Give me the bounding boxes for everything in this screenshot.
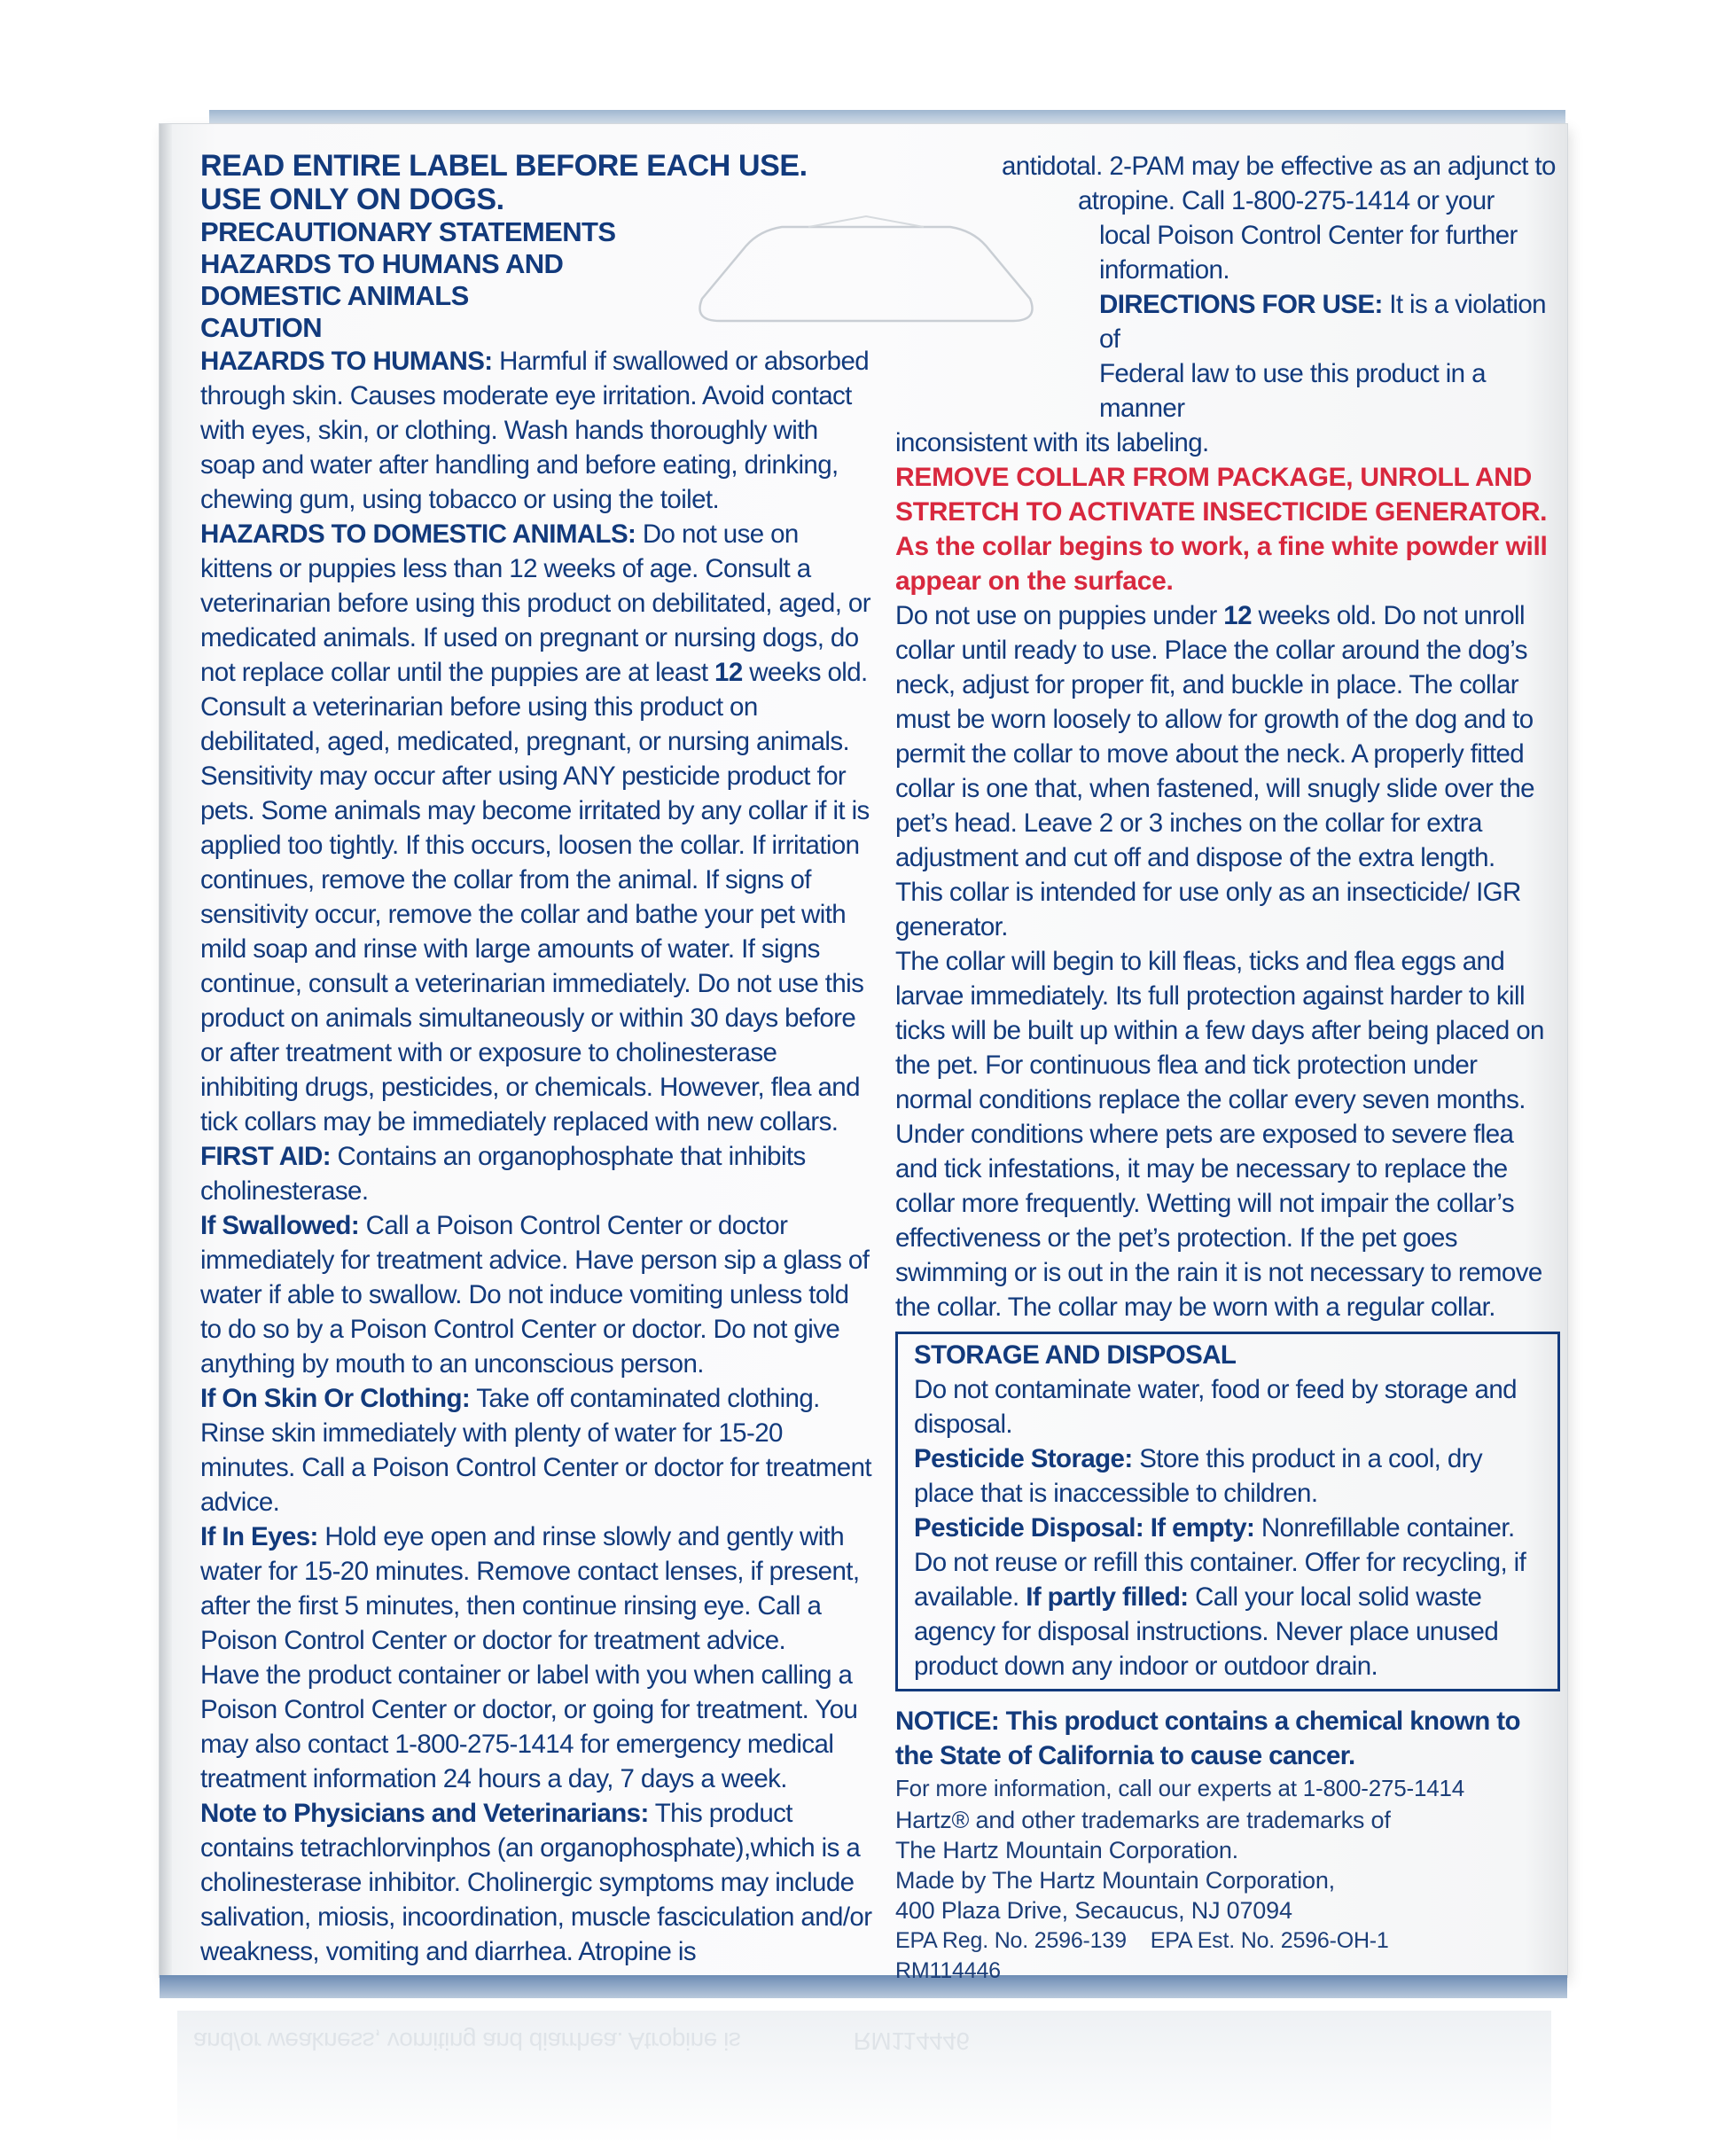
directions-text-1: It is a violation of — [1099, 290, 1546, 354]
box-left-edge — [160, 124, 172, 1977]
use-text-2: weeks old. Do not unroll collar until ready to use. Place the collar around the dog’s neck, adjust for proper fit, and buckle in place. The collar must be worn loosely to allow for growth of the dog and to permit the collar to move about the neck. A properly fitted collar is one that, when fastened, will snugly slide over the pet’s head. Leave 2 or 3 inches on the collar for extra adjustment and cut off and dispose of the extra length. — [895, 601, 1534, 872]
use-text-1: Do not use on puppies under — [895, 601, 1224, 630]
manufacturer-line-2: 400 Plaza Drive, Secaucus, NJ 07094 — [895, 1897, 1292, 1924]
swallowed-label: If Swallowed: — [200, 1211, 360, 1240]
label-heading-read: READ ENTIRE LABEL BEFORE EACH USE. — [200, 149, 808, 183]
contact-paragraph: Have the product container or label with you when calling a Poison Control Center or doctor, or going for treatment. You may also contact 1-800-275-1414 for emergency medical treatment information 24 hours a day, 7 days a week. — [200, 1660, 858, 1793]
hazards-animals-label: HAZARDS TO DOMESTIC ANIMALS: — [200, 519, 636, 549]
reflection-right-text: RM114446 — [853, 2027, 970, 2055]
left-text-column — [200, 149, 874, 1969]
hazards-heading-2: DOMESTIC ANIMALS — [200, 280, 469, 311]
hazards-heading-1: HAZARDS TO HUMANS AND — [200, 248, 564, 279]
antidote-line-4: information. — [1099, 255, 1229, 285]
directions-line-3: inconsistent with its labeling. — [895, 428, 1209, 457]
directions-line-1 — [895, 287, 1560, 356]
trademark-line-1: Hartz® and other trademarks are trademarks of — [895, 1807, 1391, 1833]
pesticide-disposal-label: Pesticide Disposal: If empty: — [914, 1513, 1255, 1543]
physicians-paragraph — [200, 1796, 874, 1969]
hazards-humans-text: Harmful if swallowed or absorbed through skin. Causes moderate eye irritation. Avoid contact with eyes, skin, or clothing. Wash hands thoroughly with soap and water after handling and before eating, drinking, chewing gum, using tobacco or using the toilet. — [200, 347, 870, 514]
reflection-text — [193, 2027, 1541, 2055]
pesticide-storage-paragraph — [914, 1441, 1542, 1511]
hazards-animals-paragraph — [200, 517, 874, 1139]
activation-caps: REMOVE COLLAR FROM PACKAGE, UNROLL AND STRETCH TO ACTIVATE INSECTICIDE GENERATOR. — [895, 463, 1548, 527]
kill-paragraph: The collar will begin to kill fleas, ticks and flea eggs and larvae immediately. Its full protection against harder to kill ticks will be built up within a few days after being placed on the pet. For continuous flea and tick protection under normal conditions replace the collar every seven months. Under conditions where pets are exposed to severe flea and tick infestations, it may be necessary to replace the collar more frequently. Wetting will not impair the collar’s effectiveness or the pet’s protection. If the pet goes swimming or is out in the rain it is not necessary to remove the collar. The collar may be worn with a regular collar. — [895, 947, 1544, 1322]
skin-text: Take off contaminated clothing. Rinse skin immediately with plenty of water for 15-20 minutes. Call a Poison Control Center or doctor for treatment advice. — [200, 1384, 871, 1517]
pesticide-disposal-paragraph — [914, 1511, 1542, 1683]
epa-numbers: EPA Reg. No. 2596-139 EPA Est. No. 2596-OH-1 — [895, 1928, 1389, 1953]
surface-reflection — [177, 2011, 1551, 2144]
pesticide-storage-label: Pesticide Storage: — [914, 1444, 1133, 1473]
eyes-text: Hold eye open and rinse slowly and gently with water for 15-20 minutes. Remove contact lenses, if present, after the first 5 minutes, then continue rinsing eye. Call a Poison Control Center or doctor for treatment advice. — [200, 1522, 860, 1655]
precautionary-heading: PRECAUTIONARY STATEMENTS — [200, 216, 616, 247]
prop65-notice: NOTICE: This product contains a chemical known to the State of California to cause cancer. — [895, 1707, 1520, 1770]
skin-label: If On Skin Or Clothing: — [200, 1384, 471, 1413]
antidote-line-1: antidotal. 2-PAM may be effective as an adjunct to — [1002, 152, 1556, 181]
skin-paragraph — [200, 1381, 874, 1519]
storage-text: Do not contaminate water, food or feed by storage and disposal. — [914, 1375, 1517, 1439]
pesticide-disposal-text: Nonrefillable container. Do not reuse or refill this container. Offer for recycling, if available. — [914, 1513, 1526, 1612]
right-text-column — [895, 149, 1560, 1986]
directions-line-2: Federal law to use this product in a manner — [1099, 359, 1486, 423]
caution-heading: CAUTION — [200, 312, 323, 343]
partly-filled-text: Call your local solid waste agency for disposal instructions. Never place unused product down any indoor or outdoor drain. — [914, 1582, 1499, 1681]
partly-filled-label: If partly filled: — [1026, 1582, 1189, 1612]
directions-label: DIRECTIONS FOR USE: — [1099, 290, 1383, 319]
hazards-animals-weeks: 12 — [714, 658, 743, 687]
pesticide-storage-text: Store this product in a cool, dry place that is inaccessible to children. — [914, 1444, 1483, 1508]
antidote-line-2: atropine. Call 1-800-275-1414 or your — [1078, 186, 1495, 215]
swallowed-paragraph — [200, 1208, 874, 1381]
hazards-humans-label: HAZARDS TO HUMANS: — [200, 347, 493, 376]
lot-code: RM114446 — [895, 1958, 1001, 1983]
intended-paragraph: This collar is intended for use only as an insecticide/ IGR generator. — [895, 878, 1521, 941]
storage-disposal-box — [895, 1332, 1560, 1691]
physicians-text: This product contains tetrachlorvinphos (an organophosphate),which is a cholinesterase inhibitor. Cholinergic symptoms may include salivation, miosis, incoordination, muscle fasciculation and/or weakness, vomiting and diarrhea. Atropine is — [200, 1799, 872, 1966]
storage-heading: STORAGE AND DISPOSAL — [914, 1340, 1237, 1370]
antidote-line-3: local Poison Control Center for further — [1099, 221, 1518, 250]
activation-text: As the collar begins to work, a fine white powder will appear on the surface. — [895, 532, 1548, 596]
trademark-line-2: The Hartz Mountain Corporation. — [895, 1837, 1238, 1863]
hazards-animals-text-1: Do not use on kittens or puppies less than 12 weeks of age. Consult a veterinarian before using this product on debilitated, aged, or medicated animals. If used on pregnant or nursing dogs, do not replace collar until the puppies are at least — [200, 519, 870, 687]
first-aid-label: FIRST AID: — [200, 1142, 331, 1171]
reflection-left-text: and/or weakness, vomiting and diarrhea. Atropine is — [193, 2027, 741, 2055]
activation-warning — [895, 460, 1560, 598]
use-paragraph — [895, 598, 1560, 875]
first-aid-paragraph — [200, 1139, 874, 1208]
label-heading-dogs: USE ONLY ON DOGS. — [200, 183, 504, 216]
more-info-line: For more information, call our experts at 1-800-275-1414 — [895, 1775, 1465, 1801]
eyes-paragraph — [200, 1519, 874, 1658]
first-aid-text: Contains an organophosphate that inhibits cholinesterase. — [200, 1142, 806, 1206]
hazards-humans-paragraph — [200, 344, 874, 517]
hazards-animals-text-2: weeks old. Consult a veterinarian before using this product on debilitated, aged, medicated, pregnant, or nursing animals. Sensitivity may occur after using ANY pesticide product for pets. Some animals may become irritated by any collar if it is applied too tightly. If this occurs, loosen the collar. If irritation continues, remove the collar from the animal. If signs of sensitivity occur, remove the collar and bathe your pet with mild soap and rinse with large amounts of water. If signs continue, consult a veterinarian immediately. Do not use this product on animals simultaneously or within 30 days before or after treatment with or exposure to cholinesterase inhibiting drugs, pesticides, or chemicals. However, flea and tick collars may be immediately replaced with new collars. — [200, 658, 870, 1137]
physicians-label: Note to Physicians and Veterinarians: — [200, 1799, 649, 1828]
use-weeks: 12 — [1223, 601, 1252, 630]
swallowed-text: Call a Poison Control Center or doctor immediately for treatment advice. Have person sip a glass of water if able to swallow. Do not induce vomiting unless told to do so by a Poison Control Center or doctor. Do not give anything by mouth to an unconscious person. — [200, 1211, 870, 1379]
manufacturer-line-1: Made by The Hartz Mountain Corporation, — [895, 1867, 1335, 1894]
eyes-label: If In Eyes: — [200, 1522, 318, 1551]
